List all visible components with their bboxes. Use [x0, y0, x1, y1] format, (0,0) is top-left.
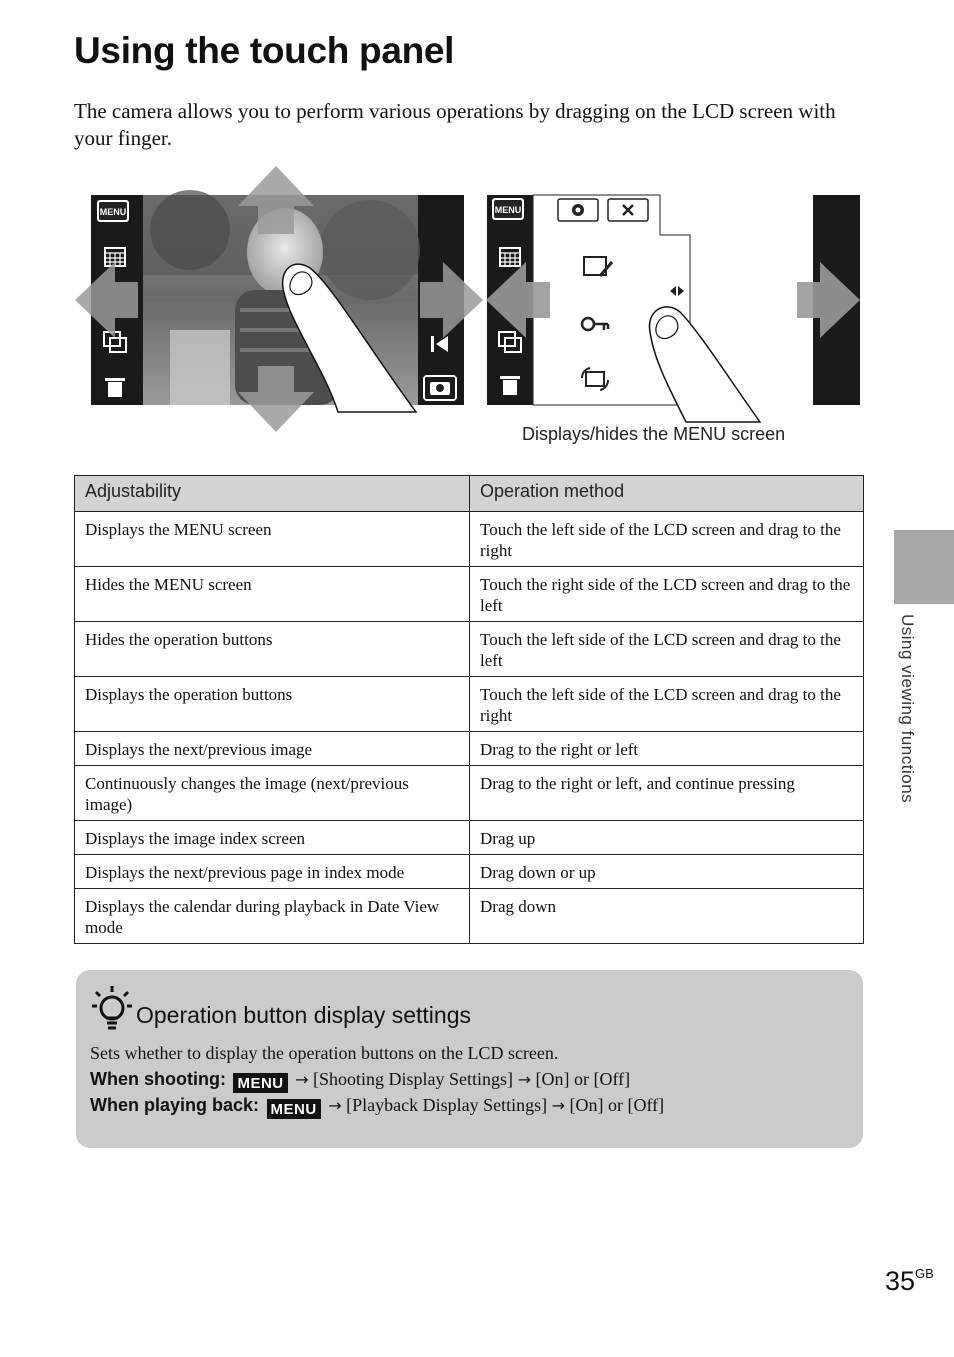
table-cell: Displays the image index screen: [75, 821, 470, 855]
header-operation-method: Operation method: [470, 476, 864, 512]
illustration-caption: Displays/hides the MENU screen: [522, 424, 786, 444]
touch-illustrations: [70, 160, 870, 440]
page-suffix: GB: [915, 1266, 934, 1281]
header-adjustability: Adjustability: [75, 476, 470, 512]
trash-icon: [500, 376, 520, 395]
arrow-right-icon: →: [517, 1070, 531, 1089]
table-cell: Drag to the right or left, and continue pressing: [470, 766, 864, 821]
table-row: [75, 512, 864, 567]
table-cell: Touch the left side of the LCD screen and drag to the right: [470, 677, 864, 732]
shooting-path: [Shooting Display Settings]: [313, 1069, 514, 1089]
playing-value: [On] or [Off]: [569, 1095, 665, 1115]
menu-icon: [492, 198, 524, 220]
section-label: Using viewing functions: [898, 614, 917, 804]
table-row: [75, 855, 864, 889]
operations-table: [74, 475, 864, 944]
table-row: [75, 677, 864, 732]
shooting-value: [On] or [Off]: [535, 1069, 631, 1089]
close-icon: [608, 199, 648, 221]
arrow-right-icon: →: [328, 1096, 342, 1115]
table-cell: Continuously changes the image (next/previous image): [75, 766, 470, 821]
table-cell: Touch the left side of the LCD screen and drag to the left: [470, 622, 864, 677]
table-row: [75, 732, 864, 766]
table-cell: Hides the operation buttons: [75, 622, 470, 677]
page-number: [885, 1266, 934, 1297]
table-cell: Displays the next/previous page in index mode: [75, 855, 470, 889]
playing-label: When playing back:: [90, 1095, 260, 1115]
trash-icon: [105, 378, 125, 397]
shooting-label: When shooting:: [90, 1069, 226, 1089]
table-header-row: [75, 476, 864, 512]
hint-playing-line: [90, 1095, 664, 1119]
table-cell: Displays the calendar during playback in Date View mode: [75, 889, 470, 944]
table-cell: Displays the MENU screen: [75, 512, 470, 567]
svg-text:MENU: MENU: [494, 205, 522, 215]
table-cell: Hides the MENU screen: [75, 567, 470, 622]
settings-icon: [558, 199, 598, 221]
table-cell: Displays the operation buttons: [75, 677, 470, 732]
arrow-right-icon: →: [551, 1096, 565, 1115]
table-cell: Touch the right side of the LCD screen and drag to the left: [470, 567, 864, 622]
arrow-right-icon: →: [295, 1070, 309, 1089]
section-tab: [894, 530, 954, 604]
page-number-value: 35: [885, 1266, 916, 1296]
table-row: [75, 889, 864, 944]
table-cell: Drag up: [470, 821, 864, 855]
table-cell: Drag to the right or left: [470, 732, 864, 766]
page-title: Using the touch panel: [74, 30, 455, 71]
hint-title: Operation button display settings: [136, 1002, 471, 1028]
table-cell: Touch the left side of the LCD screen and drag to the right: [470, 512, 864, 567]
table-row: [75, 766, 864, 821]
left-screen: [75, 166, 483, 432]
table-cell: Drag down: [470, 889, 864, 944]
hint-shooting-line: [90, 1069, 630, 1093]
table-row: [75, 567, 864, 622]
svg-text:MENU: MENU: [99, 207, 127, 217]
table-row: [75, 622, 864, 677]
table-row: [75, 821, 864, 855]
table-cell: Displays the next/previous image: [75, 732, 470, 766]
menu-icon: [97, 200, 129, 222]
right-screen: [486, 195, 860, 422]
lightbulb-icon: [90, 984, 134, 1036]
playing-path: [Playback Display Settings]: [346, 1095, 548, 1115]
table-cell: Drag down or up: [470, 855, 864, 889]
illustration-svg: [70, 160, 870, 440]
hint-body: Sets whether to display the operation buttons on the LCD screen.: [90, 1043, 559, 1063]
intro-paragraph: The camera allows you to perform various operations by dragging on the LCD screen with your finger.: [74, 99, 836, 150]
menu-icon: MENU: [267, 1099, 321, 1119]
hint-box: [76, 970, 863, 1148]
menu-icon: MENU: [233, 1073, 287, 1093]
